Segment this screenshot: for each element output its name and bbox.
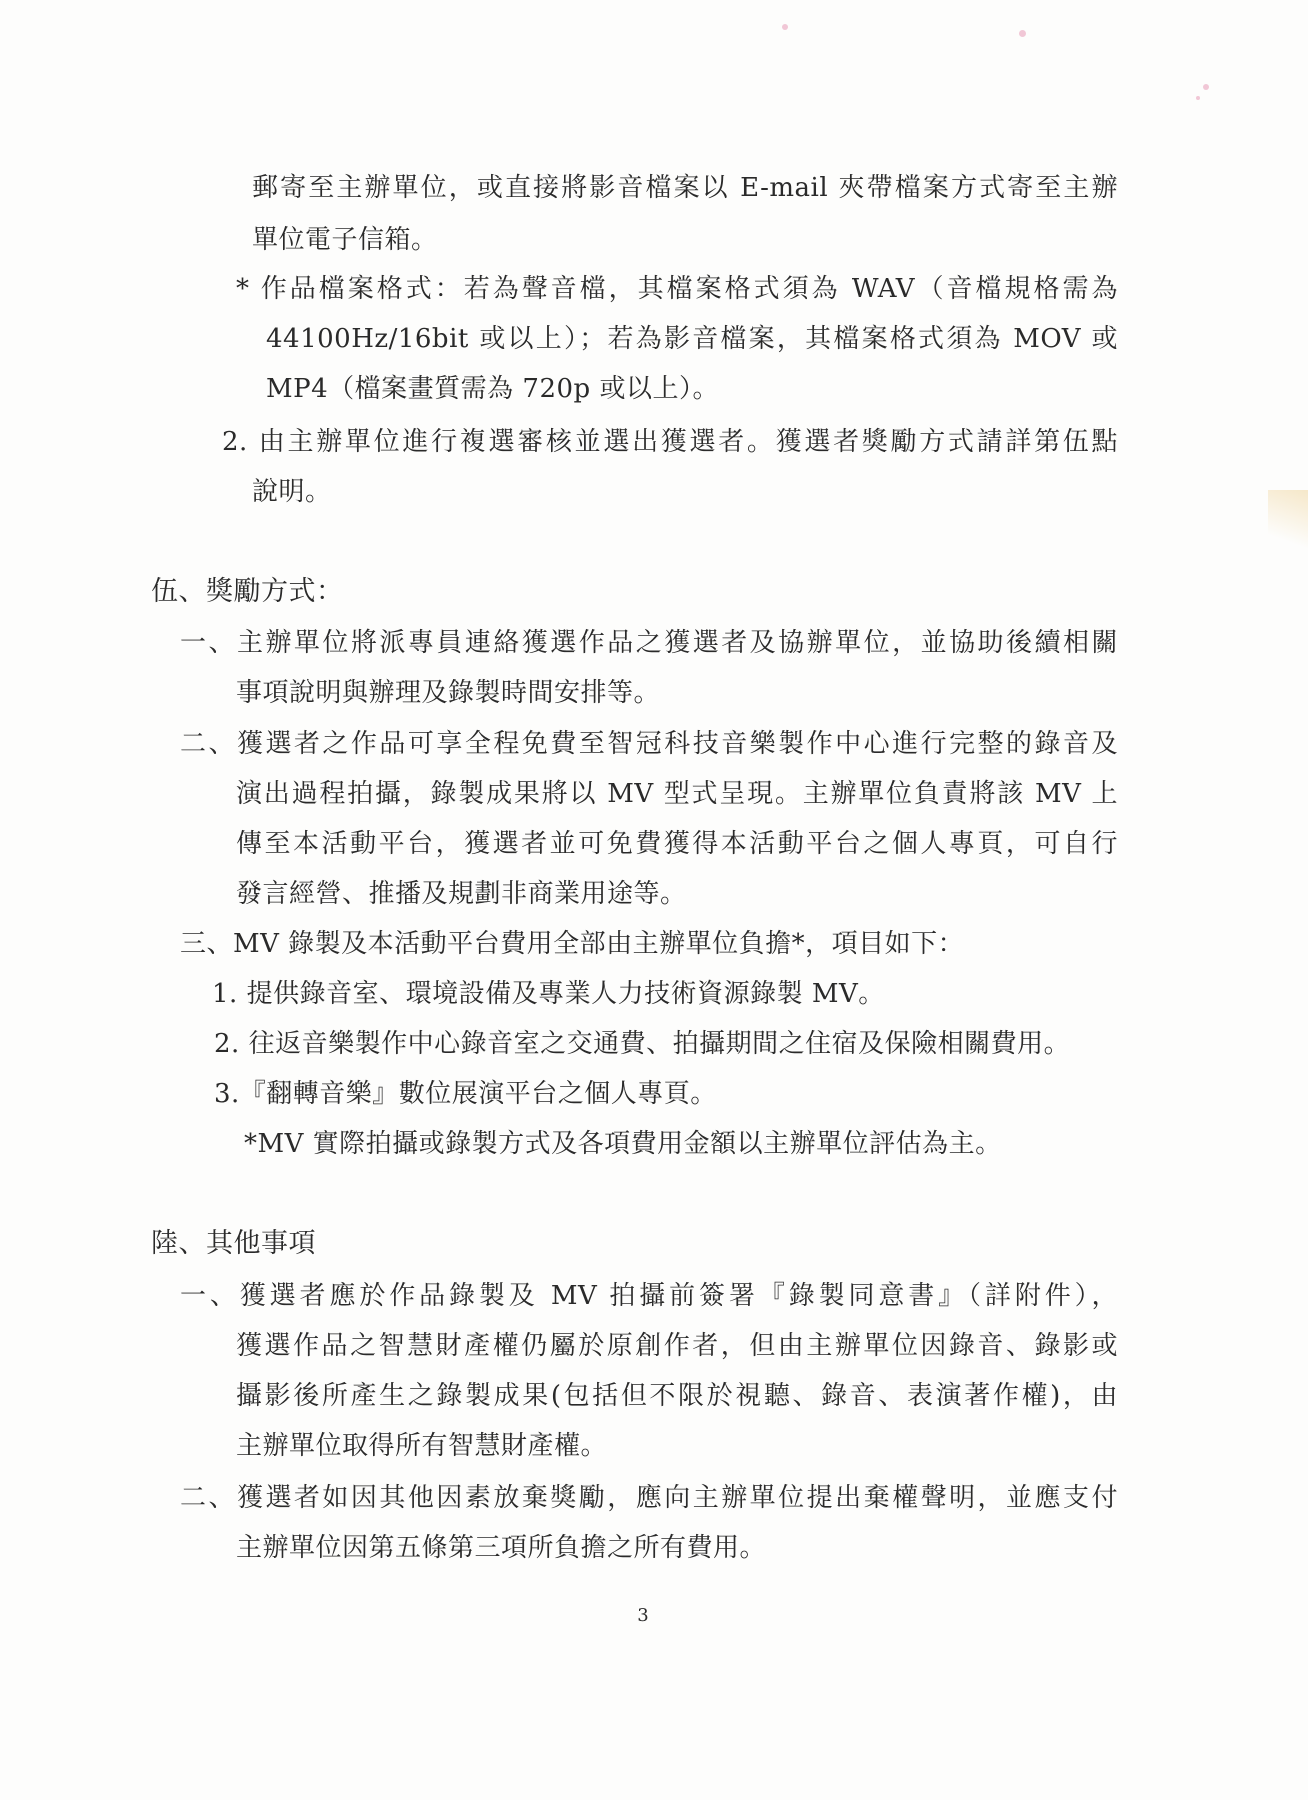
format-note-line: * 作品檔案格式：若為聲音檔，其檔案格式須為 WAV（音檔規格需為 (236, 274, 1118, 304)
section6-item2-line: 二、獲選者如因其他因素放棄獎勵，應向主辦單位提出棄權聲明，並應支付 (180, 1483, 1118, 1513)
ink-speck (1019, 30, 1026, 37)
section5-subitem: 2. 往返音樂製作中心錄音室之交通費、拍攝期間之住宿及保險相關費用。 (214, 1029, 1071, 1059)
list-item: 2. 由主辦單位進行複選審核並選出獲選者。獲選者獎勵方式請詳第伍點 (222, 427, 1118, 457)
section5-item2-line: 傳至本活動平台，獲選者並可免費獲得本活動平台之個人專頁，可自行 (236, 829, 1118, 859)
section-heading: 伍、獎勵方式： (151, 576, 344, 607)
format-note-line: 44100Hz/16bit 或以上）；若為影音檔案，其檔案格式須為 MOV 或 (266, 324, 1118, 354)
list-item: 說明。 (252, 477, 332, 507)
ink-speck (1203, 84, 1209, 90)
section5-item1-line: 事項說明與辦理及錄製時間安排等。 (236, 678, 661, 708)
section5-footnote: *MV 實際拍攝或錄製方式及各項費用金額以主辦單位評估為主。 (244, 1129, 1002, 1159)
section5-item1-line: 一、主辦單位將派專員連絡獲選作品之獲選者及協辦單位，並協助後續相關 (180, 628, 1118, 658)
section6-item1-line: 獲選作品之智慧財產權仍屬於原創作者，但由主辦單位因錄音、錄影或 (236, 1331, 1118, 1361)
paper-fold-shadow (1268, 490, 1308, 560)
section5-item2-line: 發言經營、推播及規劃非商業用途等。 (236, 879, 687, 909)
page-number: 3 (637, 1605, 649, 1626)
section5-subitem: 3.『翻轉音樂』數位展演平台之個人專頁。 (214, 1079, 717, 1109)
section6-item1-line: 一、獲選者應於作品錄製及 MV 拍攝前簽署『錄製同意書』（詳附件）， (180, 1281, 1118, 1311)
ink-speck (1196, 96, 1200, 100)
section5-subitem: 1. 提供錄音室、環境設備及專業人力技術資源錄製 MV。 (212, 979, 885, 1009)
format-note-line: MP4（檔案畫質需為 720p 或以上）。 (266, 374, 719, 404)
section5-item3-line: 三、MV 錄製及本活動平台費用全部由主辦單位負擔*，項目如下： (180, 929, 965, 959)
section6-item1-line: 攝影後所產生之錄製成果(包括但不限於視聽、錄音、表演著作權)，由 (236, 1381, 1118, 1411)
ink-speck (782, 24, 788, 30)
body-line: 郵寄至主辦單位，或直接將影音檔案以 E-mail 夾帶檔案方式寄至主辦 (252, 173, 1118, 203)
section6-item2-line: 主辦單位因第五條第三項所負擔之所有費用。 (236, 1533, 767, 1563)
body-line: 單位電子信箱。 (252, 225, 438, 255)
section5-item2-line: 二、獲選者之作品可享全程免費至智冠科技音樂製作中心進行完整的錄音及 (180, 729, 1118, 759)
section5-item2-line: 演出過程拍攝，錄製成果將以 MV 型式呈現。主辦單位負責將該 MV 上 (236, 779, 1118, 809)
section-heading: 陸、其他事項 (151, 1228, 316, 1259)
section6-item1-line: 主辦單位取得所有智慧財產權。 (236, 1431, 608, 1461)
